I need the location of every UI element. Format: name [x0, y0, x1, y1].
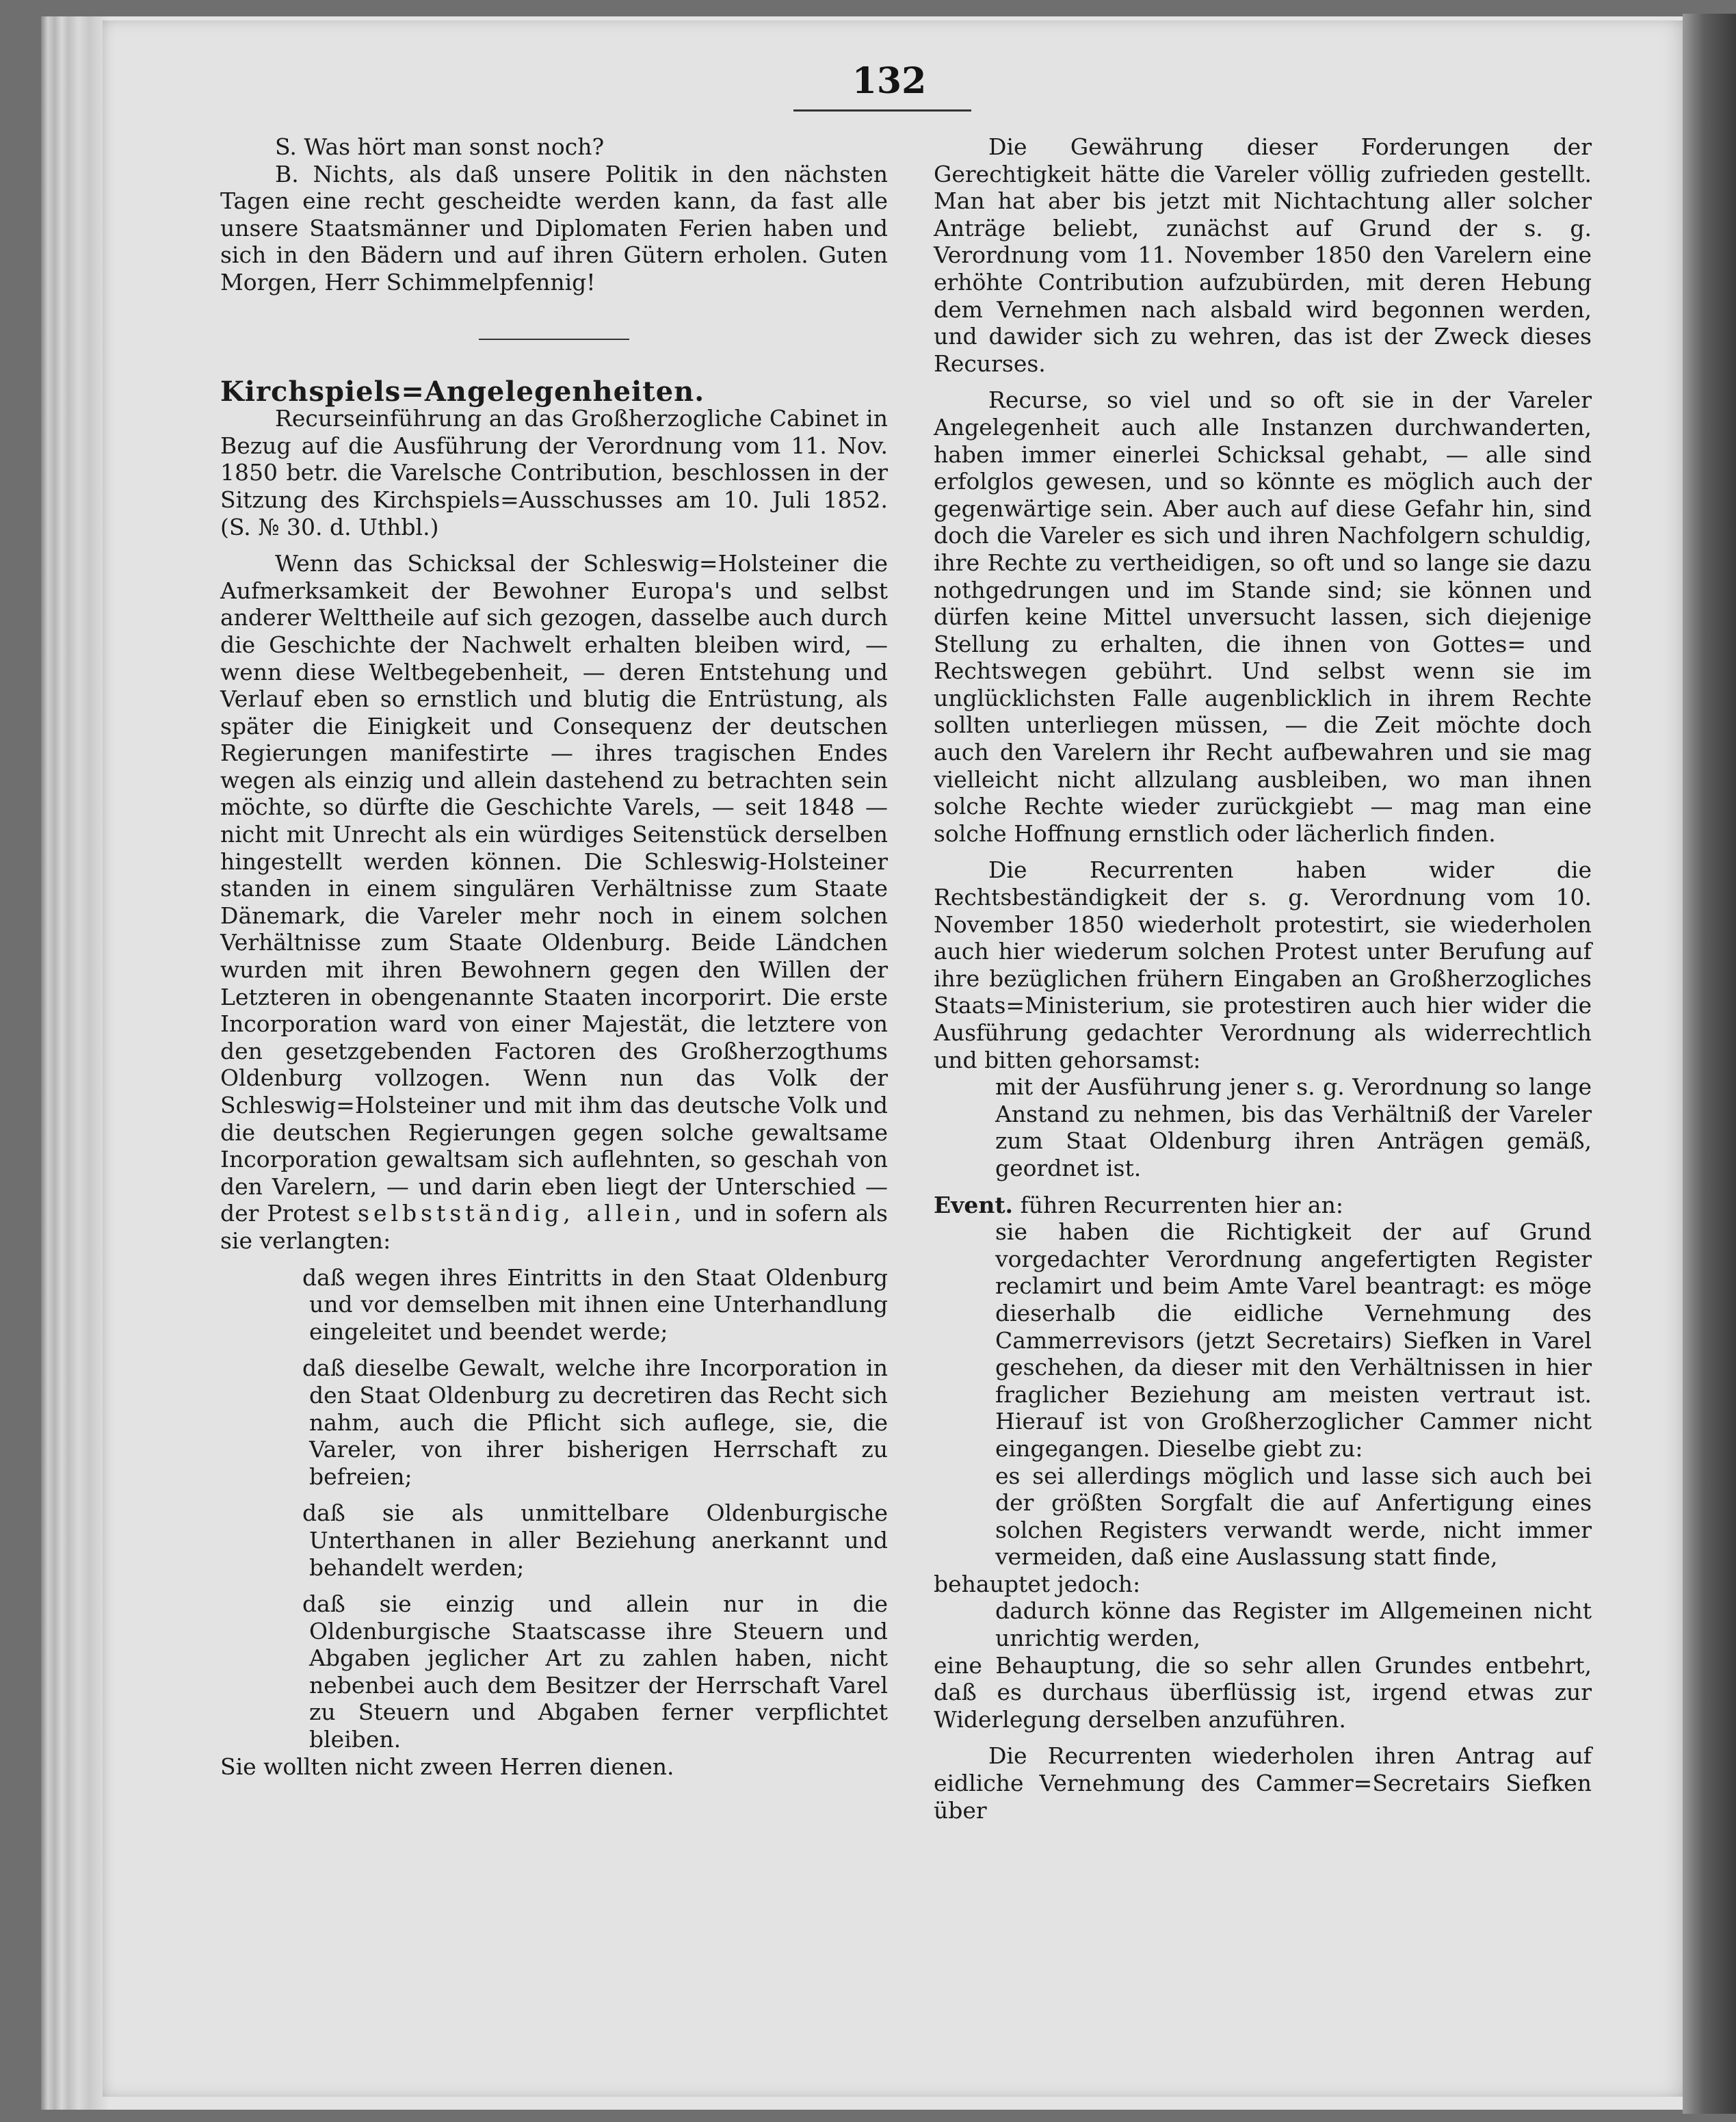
- page-number: 132: [852, 60, 927, 102]
- body-paragraph: [220, 550, 888, 1254]
- demand-item: daß wegen ihres Eintritts in den Staat Oldenburg und vor demselben mit ihnen eine Unterhandlung eingeleitet und beendet werde;: [302, 1263, 888, 1345]
- section-divider: [479, 339, 629, 340]
- section-title: Kirchspiels=Angelegenheiten.: [220, 375, 705, 408]
- right-column: [934, 133, 1592, 1824]
- quoted-assertion: dadurch könne das Register im Allgemeinen nicht unrichtig werden,: [995, 1597, 1592, 1652]
- book-gutter-shadow: [1683, 14, 1736, 2114]
- event-line: [934, 1192, 1592, 1219]
- body-paragraph: Recurse, so viel und so oft sie in der Vareler Angelegenheit auch alle Instanzen durchwanderten, haben immer einerlei Schicksal gehabt, — alle sind erfolglos gewesen, und so könnte es möglich auch der gegenwärtige sein. Aber auch auf diese Gefahr hin, sind doch die Vareler es sich und ihren Nachfolgern schuldig, ihre Rechte zu vertheidigen, so oft und so lange sie dazu nothgedrungen und im Stande sind; sie können und dürfen keine Mittel unversucht lassen, sich diejenige Stellung zu erhalten, die ihnen von Gottes= und Rechtswegen gebührt. Und selbst wenn sie im unglücklichsten Falle augenblicklich in ihrem Rechte sollten unterliegen müssen, — die Zeit möchte doch auch den Varelern ihr Recht aufbewahren und sie mag vielleicht nicht allzulang ausbleiben, wo man ihnen solche Rechte wieder zurückgiebt — mag man eine solche Hoffnung ernstlich oder lächerlich finden.: [934, 387, 1592, 847]
- emphasis-text: selbstständig, allein,: [358, 1200, 686, 1227]
- assertion-lead: behauptet jedoch:: [934, 1570, 1141, 1597]
- demand-item: daß sie einzig und allein nur in die Oldenburgische Staatscasse ihre Steuern und Abgaben jeglicher Art zu zahlen haben, nicht nebenbei auch dem Besitzer der Herrschaft Varel zu Steuern und Abgaben ferner verpflichtet bleiben.: [302, 1590, 888, 1753]
- dialogue-line: B. Nichts, als daß unsere Politik in den nächsten Tagen eine recht gescheidte werden kann, da fast alle unsere Staatsmänner und Diplomaten Ferien haben und sich in den Bädern und auf ihren Gütern erholen. Guten Morgen, Herr Schimmelpfennig!: [220, 160, 888, 296]
- body-paragraph: Die Recurrenten haben wider die Rechtsbeständigkeit der s. g. Verordnung vom 10. November 1850 wiederholt protestirt, sie wiederholen auch hier wiederum solchen Protest unter Berufung auf ihre bezüglichen frühern Eingaben an Großherzogliches Staats=Ministerium, sie protestiren auch hier wider die Ausführung gedachter Verordnung als widerrechtlich und bitten gehorsamst:: [934, 856, 1592, 1073]
- body-paragraph: eine Behauptung, die so sehr allen Grundes entbehrt, daß es durchaus überflüssig ist, irgend etwas zur Widerlegung derselben anzuführen.: [934, 1651, 1592, 1733]
- event-lead: Event.: [934, 1191, 1014, 1218]
- demand-item: daß dieselbe Gewalt, welche ihre Incorporation in den Staat Oldenburg zu decretiren das Recht sich nahm, auch die Pflicht sich auflege, sie, die Vareler, von ihrer bisherigen Herrschaft zu befreien;: [302, 1354, 888, 1490]
- left-column: [220, 133, 888, 1780]
- demand-item: daß sie als unmittelbare Oldenburgische Unterthanen in aller Beziehung anerkannt und behandelt werden;: [302, 1499, 888, 1581]
- body-text: Wenn das Schicksal der Schleswig=Holsteiner die Aufmerksamkeit der Bewohner Europa's und selbst anderer Welttheile auf sich gezogen, dasselbe auch durch die Geschichte der Nachwelt erhalten bleiben wird, — wenn diese Weltbegebenheit, — deren Entstehung und Verlauf eben so ernstlich und blutig die Entrüstung, als später die Einigkeit und Consequenz der deutschen Regierungen manifestirte — ihres tragischen Endes wegen als einzig und allein dastehend zu betrachten sein möchte, so dürfte die Geschichte Varels, — seit 1848 — nicht mit Unrecht als ein würdiges Seitenstück derselben hingestellt werden können. Die Schleswig-Holsteiner standen in einem singulären Verhältnisse zum Staate Dänemark, die Vareler mehr noch in einem solchen Verhältnisse zum Staate Oldenburg. Beide Ländchen wurden mit ihren Bewohnern gegen den Willen der Letzteren in obengenannte Staaten incorporirt. Die erste Incorporation ward von einer Majestät, die letztere von den gesetzgebenden Factoren des Großherzogthums Oldenburg vollzogen. Wenn nun das Volk der Schleswig=Holsteiner und mit ihm das deutsche Volk und die deutschen Regierungen gegen solche gewaltsame Incorporation gewaltsam sich auflehnten, so geschah von den Varelern, — und darin eben liegt der Unterschied — der Protest: [220, 550, 888, 1227]
- header-rule: [793, 109, 971, 112]
- quoted-request: mit der Ausführung jener s. g. Verordnung so lange Anstand zu nehmen, bis das Verhältniß der Vareler zum Staat Oldenburg ihren Anträgen gemäß, geordnet ist.: [995, 1073, 1592, 1181]
- event-text: führen Recurrenten hier an:: [1020, 1191, 1343, 1218]
- quoted-admission: es sei allerdings möglich und lasse sich auch bei der größten Sorgfalt die auf Anfertigung eines solchen Registers verwandt werde, nicht immer vermeiden, daß eine Auslassung statt finde,: [995, 1462, 1592, 1571]
- body-text: und in sofern als sie verlangten:: [220, 1200, 888, 1254]
- closing-line: Sie wollten nicht zween Herren dienen.: [220, 1753, 674, 1780]
- intro-paragraph: Recurseinführung an das Großherzogliche Cabinet in Bezug auf die Ausführung der Verordnung vom 11. Nov. 1850 betr. die Varelsche Contribution, beschlossen in der Sitzung des Kirchspiels=Ausschusses am 10. Juli 1852. (S. № 30. d. Uthbl.): [220, 405, 888, 540]
- body-paragraph: Die Recurrenten wiederholen ihren Antrag auf eidliche Vernehmung des Cammer=Secretairs Siefken über: [934, 1742, 1592, 1824]
- dialogue-line: S. Was hört man sonst noch?: [275, 133, 605, 160]
- body-paragraph: Die Gewährung dieser Forderungen der Gerechtigkeit hätte die Vareler völlig zufrieden gestellt. Man hat aber bis jetzt mit Nichtachtung aller solcher Anträge beliebt, zunächst auf Grund der s. g. Verordnung vom 11. November 1850 den Varelern eine erhöhte Contribution aufzubürden, mit deren Hebung dem Vernehmen nach alsbald wird begonnen werden, und dawider sich zu wehren, das ist der Zweck dieses Recurses.: [934, 133, 1592, 377]
- quoted-claim: sie haben die Richtigkeit der auf Grund vorgedachter Verordnung angefertigten Register reclamirt und beim Amte Varel beantragt: es möge dieserhalb die eidliche Vernehmung des Cammerrevisors (jetzt Secretairs) Siefken in Varel geschehen, da dieser mit den Verhältnissen in hier fraglicher Beziehung am meisten vertraut ist. Hierauf ist von Großherzoglicher Cammer nicht eingegangen. Dieselbe giebt zu:: [995, 1218, 1592, 1462]
